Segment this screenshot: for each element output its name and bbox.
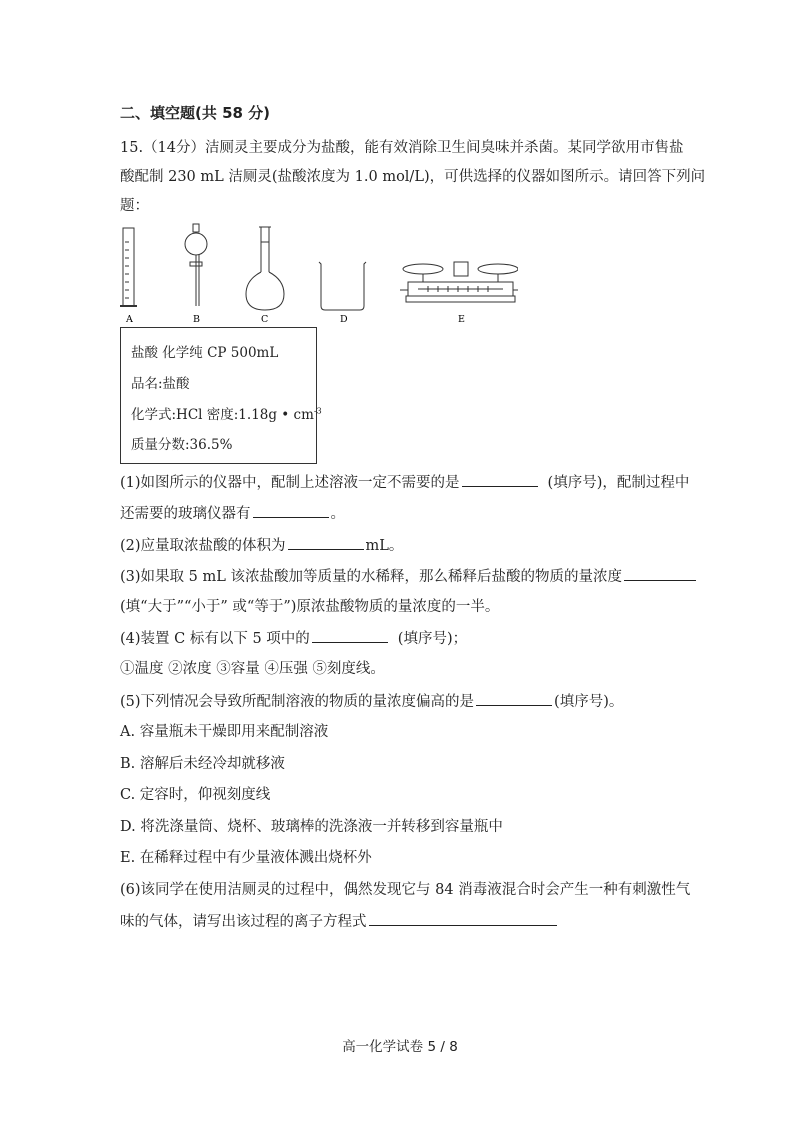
reagent-label-box <box>120 327 322 464</box>
q15-part3-text-a: (3)如果取 5 mL 该浓盐酸加等质量的水稀释，那么稀释后盐酸的物质的量浓度 <box>120 569 622 585</box>
option-e: E. 在稀释过程中有少量液体溅出烧杯外 <box>120 850 372 866</box>
q15-part2-text-a: (2)应量取浓盐酸的体积为 <box>120 538 286 554</box>
separatory-funnel-icon <box>185 224 207 306</box>
option-d: D. 将洗涤量筒、烧杯、玻璃棒的洗涤液一并转移到容量瓶中 <box>120 819 503 835</box>
q15-part3-line2: (填“大于”“小于” 或“等于”)原浓盐酸物质的量浓度的一半。 <box>120 599 500 615</box>
q15-part1-text-d: 。 <box>330 506 345 522</box>
apparatus-label-d: D <box>340 314 348 325</box>
q15-intro-line3: 题： <box>120 198 149 214</box>
q15-intro-line1: 15.（14分）洁厕灵主要成分为盐酸，能有效消除卫生间臭味并杀菌。某同学欲用市售盐 <box>120 140 684 156</box>
answer-blank-6[interactable] <box>369 911 557 926</box>
section-title: 二、填空题(共 58 分) <box>120 104 271 122</box>
q15-part1-text-c: 还需要的玻璃仪器有 <box>120 506 251 522</box>
q15-intro-line2: 酸配制 230 mL 洁厕灵(盐酸浓度为 1.0 mol/L)，可供选择的仪器如图所示。请回答下列问 <box>120 169 706 185</box>
apparatus-figure <box>118 222 518 326</box>
q15-part1-line1 <box>120 472 689 493</box>
option-a: A. 容量瓶未干燥即用来配制溶液 <box>120 724 329 740</box>
reagent-formula-density: 化学式:HCl 密度:1.18g • cm <box>131 407 314 423</box>
q15-part1-line2 <box>120 503 345 524</box>
reagent-density-exponent: -3 <box>313 406 322 416</box>
q15-part6-text-b: 味的气体，请写出该过程的离子方程式 <box>120 914 367 930</box>
apparatus-label-e: E <box>458 314 465 325</box>
option-b: B. 溶解后未经冷却就移液 <box>120 756 285 772</box>
page-footer: 高一化学试卷 5 / 8 <box>342 1039 458 1055</box>
q15-part1-text-b: (填序号)，配制过程中 <box>547 475 690 491</box>
q15-part6-line1: (6)该同学在使用洁厕灵的过程中，偶然发现它与 84 消毒液混合时会产生一种有刺激性气 <box>120 882 691 898</box>
q15-part4-line1 <box>120 628 467 649</box>
apparatus-label-c: C <box>261 314 269 325</box>
option-c: C. 定容时，仰视刻度线 <box>120 787 271 803</box>
reagent-label-line4: 质量分数:36.5% <box>131 437 233 453</box>
reagent-label-line2: 品名:盐酸 <box>131 376 190 392</box>
q15-part2 <box>120 535 403 556</box>
answer-blank-1a[interactable] <box>462 472 538 487</box>
apparatus-label-b: B <box>193 314 200 325</box>
answer-blank-1b[interactable] <box>253 503 329 518</box>
q15-part4-items: ①温度 ②浓度 ③容量 ④压强 ⑤刻度线。 <box>120 661 385 677</box>
volumetric-flask-icon <box>246 227 284 310</box>
q15-part5-text-b: (填序号)。 <box>554 694 624 710</box>
answer-blank-5[interactable] <box>476 691 552 706</box>
q15-part5-line1 <box>120 691 623 712</box>
q15-part4-text-a: (4)装置 C 标有以下 5 项中的 <box>120 631 310 647</box>
apparatus-label-a: A <box>126 314 133 325</box>
q15-part3-line1 <box>120 566 698 587</box>
reagent-label-line3 <box>131 403 322 423</box>
q15-part2-text-b: mL。 <box>365 538 404 554</box>
q15-part1-text-a: (1)如图所示的仪器中，配制上述溶液一定不需要的是 <box>120 475 460 491</box>
reagent-label-line1: 盐酸 化学纯 CP 500mL <box>131 345 279 361</box>
graduated-cylinder-icon <box>120 228 137 306</box>
answer-blank-3[interactable] <box>624 566 696 581</box>
q15-part4-text-b: (填序号)； <box>397 631 468 647</box>
q15-part5-text-a: (5)下列情况会导致所配制溶液的物质的量浓度偏高的是 <box>120 694 475 710</box>
beaker-icon <box>319 262 366 310</box>
answer-blank-2[interactable] <box>288 535 364 550</box>
balance-icon <box>400 262 518 302</box>
answer-blank-4[interactable] <box>312 628 388 643</box>
q15-part6-line2 <box>120 911 559 932</box>
